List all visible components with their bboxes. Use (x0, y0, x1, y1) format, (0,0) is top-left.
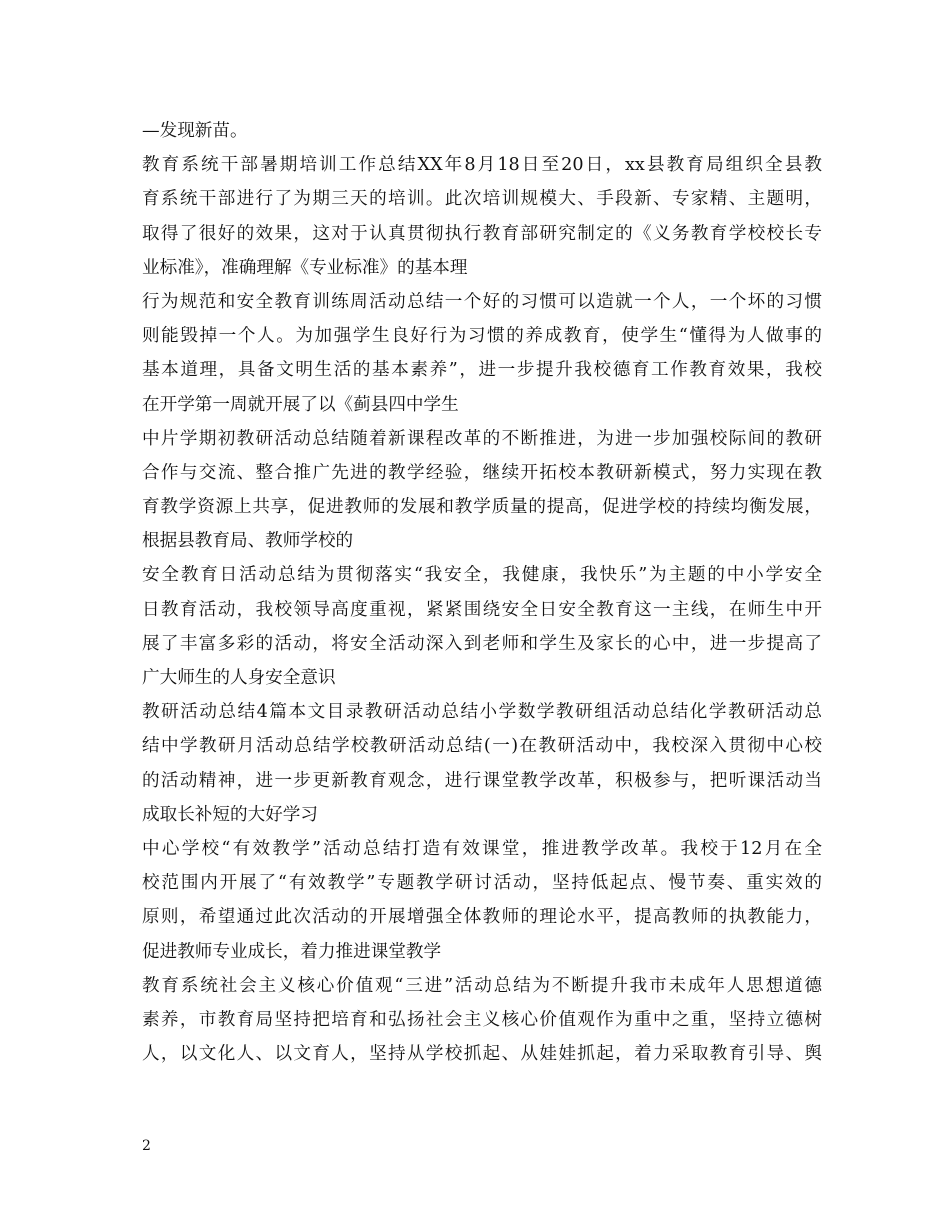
text-line: 中片学期初教研活动总结随着新课程改革的不断推进，为进一步加强校际间的教研 (142, 428, 822, 449)
paragraph (142, 422, 822, 559)
text-line: 教研活动总结4篇本文目录教研活动总结小学数学教研组活动总结化学教研活动总 (142, 702, 822, 723)
paragraph (142, 969, 822, 1072)
paragraph (142, 114, 822, 148)
paragraph (142, 695, 822, 832)
text-line: 育系统干部进行了为期三天的培训。此次培训规模大、手段新、专家精、主题明， (142, 189, 822, 210)
text-line: 日教育活动，我校领导高度重视，紧紧围绕安全日安全教育这一主线，在师生中开 (142, 599, 822, 620)
paragraph (142, 148, 822, 285)
page-number: 2 (142, 1138, 151, 1154)
document-body (142, 114, 822, 1071)
text-line: 人，以文化人、以文育人，坚持从学校抓起、从娃娃抓起，着力采取教育引导、舆 (142, 1044, 822, 1065)
paragraph (142, 558, 822, 695)
text-line: —发现新苗。 (142, 121, 248, 141)
text-line: 结中学教研月活动总结学校教研活动总结(一)在教研活动中，我校深入贯彻中心校 (142, 736, 822, 757)
paragraph (142, 285, 822, 422)
text-line: 素养，市教育局坚持把培育和弘扬社会主义核心价值观作为重中之重，坚持立德树 (142, 1009, 822, 1030)
text-line: 则能毁掉一个人。为加强学生良好行为习惯的养成教育，使学生“懂得为人做事的 (142, 326, 822, 347)
text-line: 的活动精神，进一步更新教育观念，进行课堂教学改革，积极参与，把听课活动当 (142, 770, 822, 791)
text-line: 成取长补短的大好学习 (142, 804, 318, 825)
text-line: 促进教师专业成长，着力推进课堂教学 (142, 941, 442, 962)
text-line: 教育系统干部暑期培训工作总结XX年8月18日至20日，xx县教育局组织全县教 (142, 155, 822, 176)
text-line: 合作与交流、整合推广先进的教学经验，继续开拓校本教研新模式，努力实现在教 (142, 462, 822, 483)
text-line: 校范围内开展了“有效教学”专题教学研讨活动，坚持低起点、慢节奏、重实效的 (142, 873, 822, 894)
text-line: 安全教育日活动总结为贯彻落实“我安全，我健康，我快乐”为主题的中小学安全 (142, 565, 822, 586)
text-line: 根据县教育局、教师学校的 (142, 531, 354, 552)
text-line: 育教学资源上共享，促进教师的发展和教学质量的提高，促进学校的持续均衡发展， (142, 497, 822, 518)
text-line: 广大师生的人身安全意识 (142, 668, 336, 688)
text-line: 原则，希望通过此次活动的开展增强全体教师的理论水平，提高教师的执教能力， (142, 907, 822, 928)
text-line: 行为规范和安全教育训练周活动总结一个好的习惯可以造就一个人，一个坏的习惯 (142, 291, 822, 312)
text-line: 展了丰富多彩的活动，将安全活动深入到老师和学生及家长的心中，进一步提高了 (142, 633, 822, 654)
text-line: 在开学第一周就开展了以《蓟县四中学生 (142, 394, 459, 415)
paragraph (142, 832, 822, 969)
text-line: 基本道理，具备文明生活的基本素养”，进一步提升我校德育工作教育效果，我校 (142, 360, 822, 381)
text-line: 中心学校“有效教学”活动总结打造有效课堂，推进教学改革。我校于12月在全 (142, 838, 822, 859)
text-line: 教育系统社会主义核心价值观“三进”活动总结为不断提升我市未成年人思想道德 (142, 975, 822, 996)
text-line: 业标准》，准确理解《专业标准》的基本理 (142, 257, 468, 278)
text-line: 取得了很好的效果，这对于认真贯彻执行教育部研究制定的《义务教育学校校长专 (142, 223, 822, 244)
